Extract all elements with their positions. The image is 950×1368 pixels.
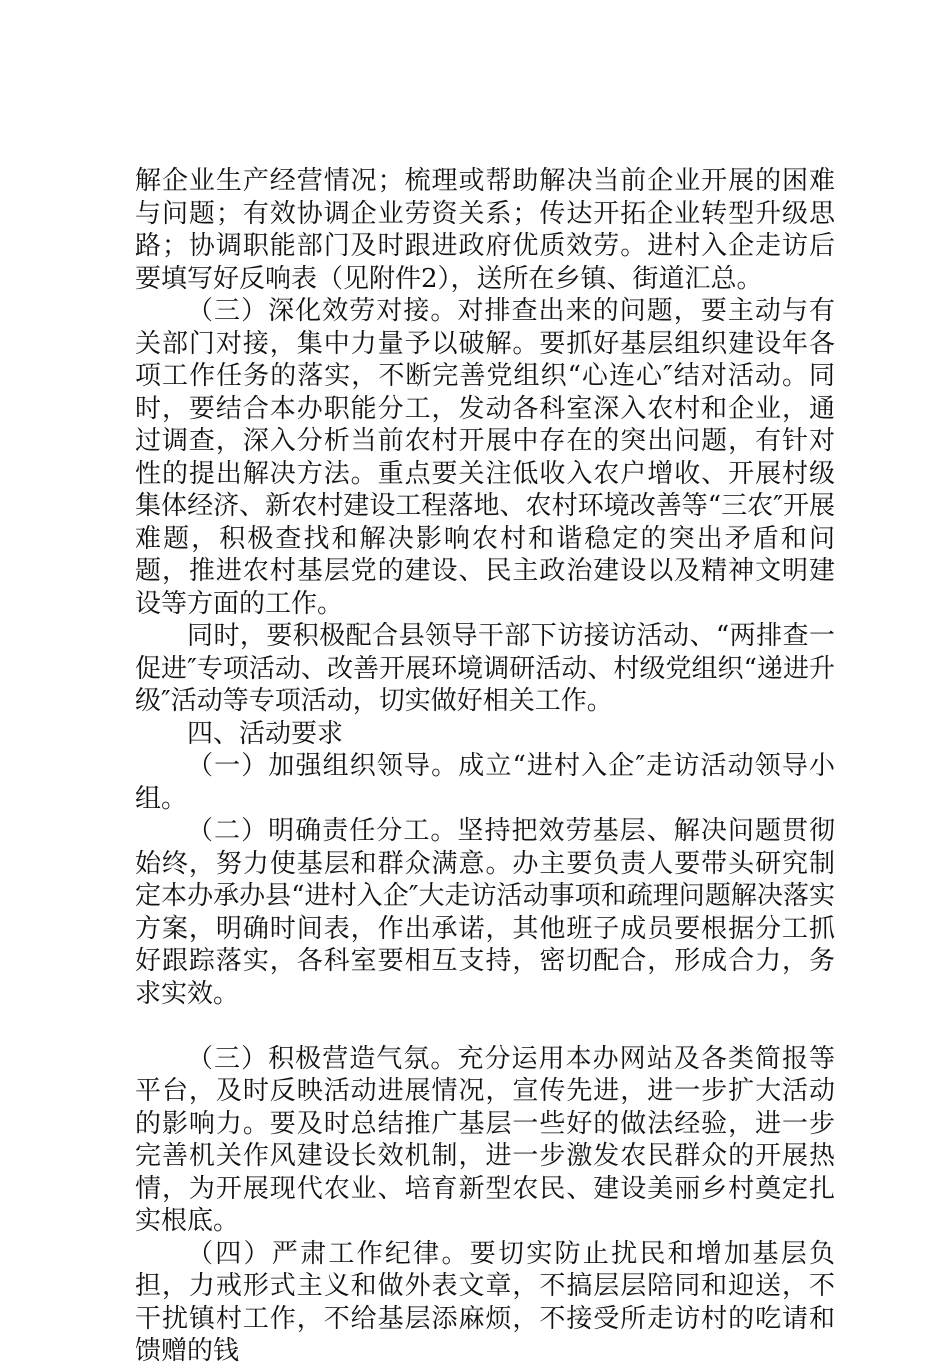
paragraph-strengthen-leadership: （一）加强组织领导。成立“进村入企″走访活动领导小组。	[135, 751, 835, 814]
paragraph-continued-enterprise-visit: 解企业生产经营情况；梳理或帮助解决当前企业开展的困难与问题；有效协调企业劳资关系；传达开拓企业转型升级思路；协调职能部门及时跟进政府优质效劳。进村入企走访后要填写好反响表（见附件2），送所在乡镇、街道汇总。	[135, 166, 835, 294]
paragraph-clarify-responsibility: （二）明确责任分工。坚持把效劳基层、解决问题贯彻始终，努力使基层和群众满意。办主要负责人要带头研究制定本办承办县“进村入企″大走访活动事项和疏理问题解决落实方案，明确时间表，作出承诺，其他班子成员要根据分工抓好跟踪落实，各科室要相互支持，密切配合，形成合力，务求实效。	[135, 816, 835, 1009]
section-heading-activity-requirements: 四、活动要求	[187, 718, 344, 749]
paragraph-work-discipline: （四）严肃工作纪律。要切实防止扰民和增加基层负担，力戒形式主义和做外表文章，不搞层层陪同和迎送，不干扰镇村工作，不给基层添麻烦，不接受所走访村的吃请和馈赠的钱	[135, 1238, 835, 1366]
paragraph-deepen-service: （三）深化效劳对接。对排查出来的问题，要主动与有关部门对接，集中力量予以破解。要抓好基层组织建设年各项工作任务的落实，不断完善党组织“心连心″结对活动。同时，要结合本办职能分工，发动各科室深入农村和企业，通过调查，深入分析当前农村开展中存在的突出问题，有针对性的提出解决方法。重点要关注低收入农户增收、开展村级集体经济、新农村建设工程落地、农村环境改善等“三农″开展难题，积极查找和解决影响农村和谐稳定的突出矛盾和问题，推进农村基层党的建设、民主政治建设以及精神文明建设等方面的工作。	[135, 296, 835, 619]
paragraph-cooperate-activities: 同时，要积极配合县领导干部下访接访活动、“两排查一促进″专项活动、改善开展环境调研活动、村级党组织“递进升级″活动等专项活动，切实做好相关工作。	[135, 621, 835, 716]
document-body	[135, 165, 835, 1368]
blank-line	[135, 1010, 835, 1043]
paragraph-create-atmosphere: （三）积极营造气氛。充分运用本办网站及各类简报等平台，及时反映活动进展情况，宣传先进，进一步扩大活动的影响力。要及时总结推广基层一些好的做法经验，进一步完善机关作风建设长效机制，进一步激发农民群众的开展热情，为开展现代农业、培育新型农民、建设美丽乡村奠定扎实根底。	[135, 1043, 835, 1236]
